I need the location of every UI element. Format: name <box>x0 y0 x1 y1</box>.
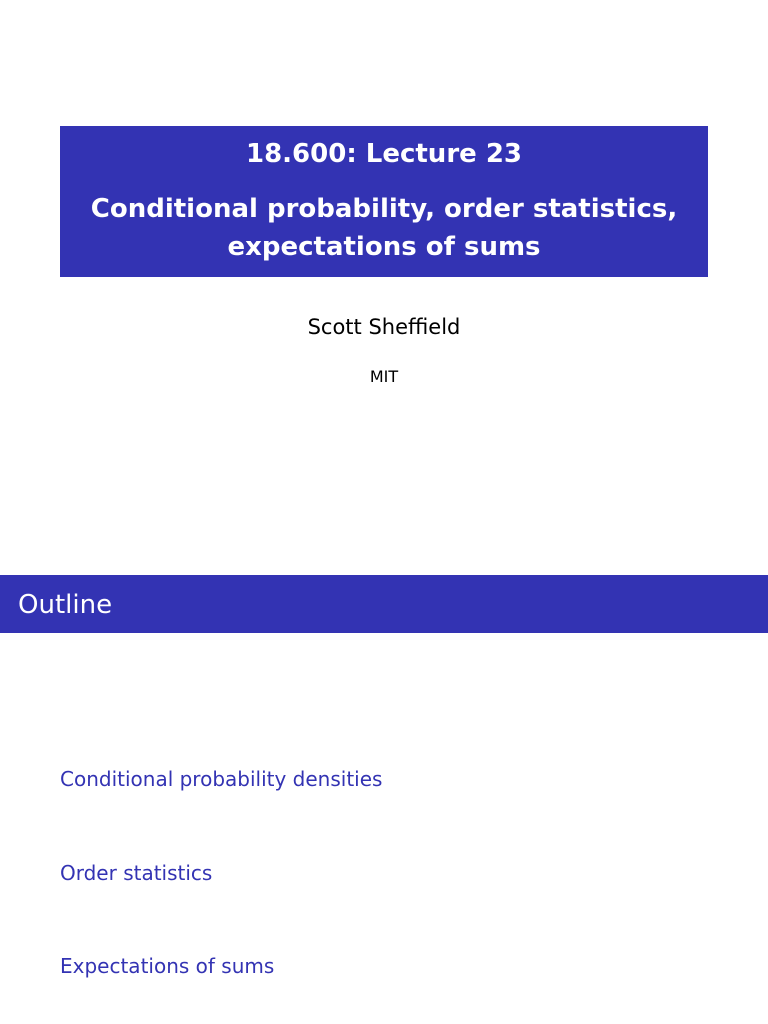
outline-item-expectations-of-sums[interactable]: Expectations of sums <box>60 954 275 978</box>
lecture-subtitle-line-1: Conditional probability, order statistics, <box>90 194 678 224</box>
institution-name: MIT <box>369 367 399 386</box>
title-banner <box>60 126 708 277</box>
lecture-subtitle-line-2: expectations of sums <box>227 232 541 262</box>
outline-item-order-statistics[interactable]: Order statistics <box>60 861 213 885</box>
outline-header-bar <box>0 575 768 633</box>
lecture-number: 18.600: Lecture 23 <box>245 139 523 169</box>
lecture-subtitle <box>60 190 708 266</box>
outline-title: Outline <box>18 590 113 620</box>
outline-item-conditional-probability-densities[interactable]: Conditional probability densities <box>60 767 383 791</box>
outline-slide <box>0 575 768 1024</box>
author-name: Scott Sheffield <box>307 315 461 339</box>
